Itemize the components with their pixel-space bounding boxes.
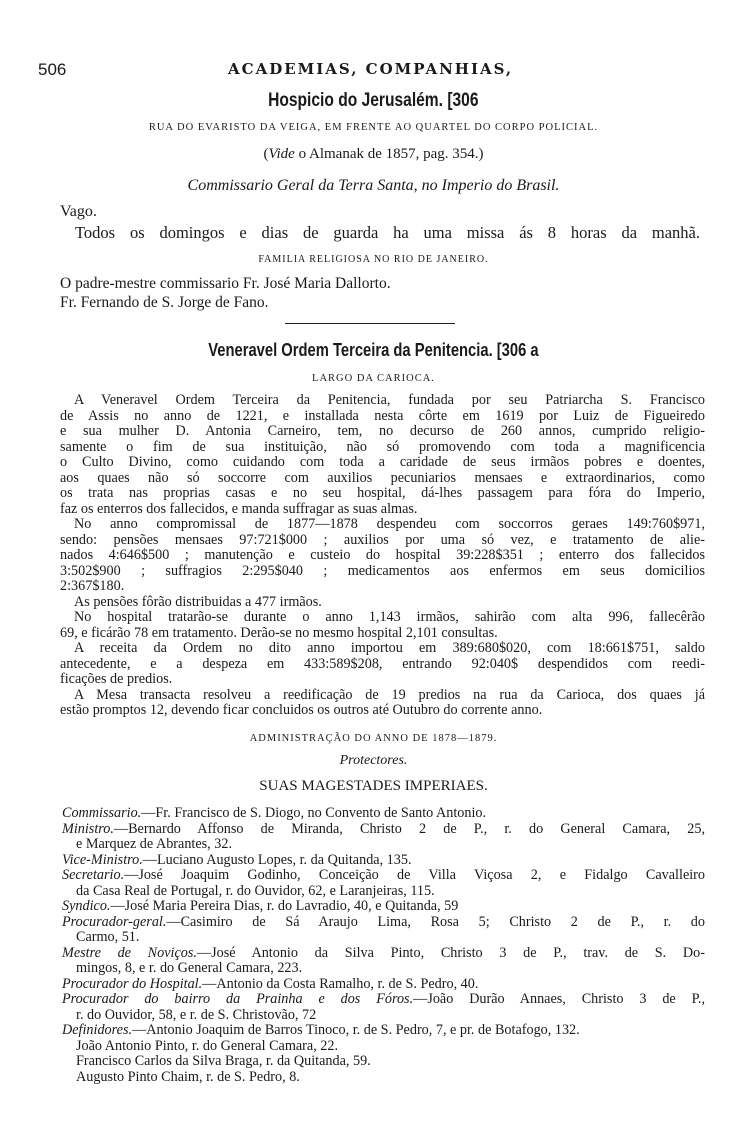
officer-continuation: r. do Ouvidor, 58, e r. de S. Christovão, 72: [76, 1006, 317, 1023]
paragraph-line: As pensões fôrão distribuidas a 477 irmãos.: [74, 593, 322, 610]
vide-open: (: [263, 146, 269, 162]
running-head: ACADEMIAS, COMPANHIAS,: [228, 60, 514, 78]
officer-details: —Casimiro de Sá Araujo Lima, Rosa 5; Christo 2 de P., r. do: [166, 913, 705, 930]
title-text: Veneravel Ordem Terceira da Penitencia. [306 a: [208, 340, 539, 360]
protectores-label: Protectores.: [339, 753, 408, 768]
majesties-label: SUAS MAGESTADES IMPERIAES.: [259, 778, 488, 794]
officer-continuation: mingos, 8, e r. do General Camara, 223.: [76, 960, 303, 976]
officer-role: Vice-Ministro.: [62, 851, 143, 868]
subtitle-commissario: Commissario Geral da Terra Santa, no Imperio do Brasil.: [187, 177, 560, 194]
member: Fr. Fernando de S. Jorge de Fano.: [60, 294, 269, 311]
officer-line: [62, 868, 705, 884]
officer-line: [62, 822, 705, 838]
officer-role: Procurador do bairro da Prainha e dos Fóros.: [62, 991, 414, 1007]
title-text: Hospicio do Jerusalém. [306: [268, 90, 479, 111]
vide-reference: [0, 146, 747, 163]
officer-details: —José Joaquim Godinho, Conceição de Villa Viçosa 2, e Fidalgo Cavalleiro: [124, 867, 705, 883]
officer-entry: [62, 1023, 705, 1085]
officer-line: [62, 977, 705, 993]
vago-text: Vago.: [60, 203, 97, 220]
officer-entry: [62, 853, 705, 869]
officer-details: —Antonio da Costa Ramalho, r. de S. Pedro, 40.: [202, 975, 479, 992]
officer-role: Definidores.: [62, 1022, 133, 1038]
paragraph-line: estão promptos 12, devendo ficar concluidos os outros até Outubro do corrente anno.: [60, 702, 543, 718]
paragraph-line: A receita da Ordem no dito anno importou em 389:680$020, com 18:661$751, saldo: [74, 640, 705, 656]
paragraph-line: e sua mulher D. Antonia Carneiro, tem, no decurso de 260 annos, cumprido religio-: [60, 423, 705, 439]
paragraph-line: No anno compromissal de 1877—1878 despendeu com soccorros geraes 149:760$971,: [74, 516, 705, 532]
paragraph-line: A Veneravel Ordem Terceira da Penitencia, fundada por seu Patriarcha S. Francisco: [74, 392, 705, 408]
officer-line: [62, 806, 705, 822]
paragraph-line: No hospital tratarão-se durante o anno 1,143 irmãos, sahirão com alta 996, fallecêrão: [74, 609, 705, 625]
vide-italic: Vide: [268, 146, 295, 162]
vide-rest: o Almanak de 1857, pag. 354.): [294, 146, 484, 162]
paragraph-line: aos quaes não só soccorre com auxilios pecuniarios mensaes e extraordinarios, como: [60, 469, 705, 486]
officer-continuation: Augusto Pinto Chaim, r. de S. Pedro, 8.: [76, 1068, 300, 1085]
officer-entry: [62, 977, 705, 993]
officer-role: Mestre de Noviços.: [62, 944, 197, 961]
officer-role: Ministro.: [62, 820, 114, 837]
administration-heading: ADMINISTRAÇÃO DO ANNO DE 1878—1879.: [249, 733, 498, 744]
family-members: [60, 274, 747, 312]
officer-entry: [62, 992, 705, 1023]
officer-details: —Fr. Francisco de S. Diogo, no Convento de Santo Antonio.: [141, 805, 487, 821]
officer-details: —Luciano Augusto Lopes, r. da Quitanda, 135.: [142, 851, 412, 868]
officer-entry: [62, 946, 705, 977]
officer-line: [62, 946, 705, 962]
officer-entry: [62, 899, 705, 915]
officer-entry: [62, 822, 705, 853]
officer-continuation: Carmo, 51.: [76, 929, 140, 945]
paragraph-line: de Assis no anno de 1221, e installada nesta côrte em 1619 por Luiz de Figueiredo: [60, 407, 705, 424]
page-number: 506: [38, 60, 67, 79]
mass-schedule: Todos os domingos e dias de guarda ha uma missa ás 8 horas da manhã.: [75, 223, 700, 242]
officer-role: Procurador-geral.: [62, 913, 167, 930]
officer-role: Procurador do Hospital.: [62, 975, 203, 992]
paragraph-line: sendo: pensões mensaes 97:721$000 ; auxilios por uma só vez, e tratamento de alie-: [60, 531, 705, 548]
address-veneravel: LARGO DA CARIOCA.: [312, 373, 435, 384]
page-header: [0, 60, 747, 82]
officer-entry: [62, 868, 705, 899]
officer-continuation: Francisco Carlos da Silva Braga, r. da Quitanda, 59.: [76, 1053, 371, 1069]
officer-entry: [62, 806, 705, 822]
paragraph-line: nados 4:646$500 ; manutenção e custeio do hospital 39:228$351 ; enterro dos fallecidos: [60, 547, 705, 563]
officer-continuation: João Antonio Pinto, r. do General Camara, 22.: [76, 1037, 339, 1054]
officer-line: [62, 853, 705, 869]
paragraph-line: A Mesa transacta resolveu a reedificação de 19 predios na rua da Carioca, dos quaes já: [74, 686, 705, 703]
paragraph-line: samente o fim de sua instituição, não só promovendo com toda a magnificencia: [60, 438, 705, 455]
officer-line: [62, 899, 705, 915]
paragraph-line: antecedente, e a despeza em 433:589$208, entrando 92:040$ despendidos com reedi-: [60, 655, 705, 672]
member: O padre-mestre commissario Fr. José Maria Dallorto.: [60, 275, 391, 292]
officer-details: —Antonio Joaquim de Barros Tinoco, r. de S. Pedro, 7, e pr. de Botafogo, 132.: [132, 1022, 580, 1038]
paragraph-line: o Culto Divino, como cuidando com toda a caridade de seus irmãos pobres e doentes,: [60, 454, 705, 470]
officer-details: —José Maria Pereira Dias, r. do Lavradio, 40, e Quitanda, 59: [110, 898, 459, 914]
officer-details: —João Durão Annaes, Christo 3 de P.,: [413, 991, 705, 1007]
officer-role: Commissario.: [62, 805, 142, 821]
officer-line: [62, 1023, 705, 1039]
officer-line: [62, 915, 705, 931]
paragraph-line: 69, e ficárão 78 em tratamento. Derão-se no mesmo hospital 2,101 consultas.: [60, 624, 498, 641]
officer-details: —Bernardo Affonso de Miranda, Christo 2 de P., r. do General Camara, 25,: [113, 820, 705, 837]
officer-details: —José Antonio da Silva Pinto, Christo 3 de P., trav. de S. Do-: [196, 944, 705, 961]
officer-role: Syndico.: [62, 898, 111, 914]
history-paragraphs: [60, 393, 705, 719]
paragraph-line: os trata nas proprias casas e no seu hospital, dá-lhes passagem para fóra do Imperio,: [60, 485, 705, 501]
officer-continuation: e Marquez de Abrantes, 32.: [76, 836, 233, 852]
officer-role: Secretario.: [62, 867, 125, 883]
section-title-hospicio: [0, 90, 747, 112]
paragraph-line: 3:502$900 ; suffragios 2:295$040 ; medicamentos aos enfermos em seus domicilios: [60, 562, 705, 579]
address-hospicio: RUA DO EVARISTO DA VEIGA, EM FRENTE AO QUARTEL DO CORPO POLICIAL.: [148, 122, 599, 133]
family-heading: FAMILIA RELIGIOSA NO RIO DE JANEIRO.: [258, 254, 489, 265]
officer-line: [62, 992, 705, 1008]
section-title-veneravel: [0, 340, 747, 361]
administration-list: [62, 806, 705, 1085]
officer-entry: [62, 915, 705, 946]
paragraph-line: ficações de predios.: [60, 671, 173, 687]
officer-continuation: da Casa Real de Portugal, r. do Ouvidor, 62, e Laranjeiras, 115.: [76, 882, 435, 899]
paragraph-line: 2:367$180.: [60, 578, 125, 594]
paragraph-line: faz os enterros dos fallecidos, e manda suffragar as suas almas.: [60, 500, 418, 517]
section-divider: [285, 323, 455, 324]
